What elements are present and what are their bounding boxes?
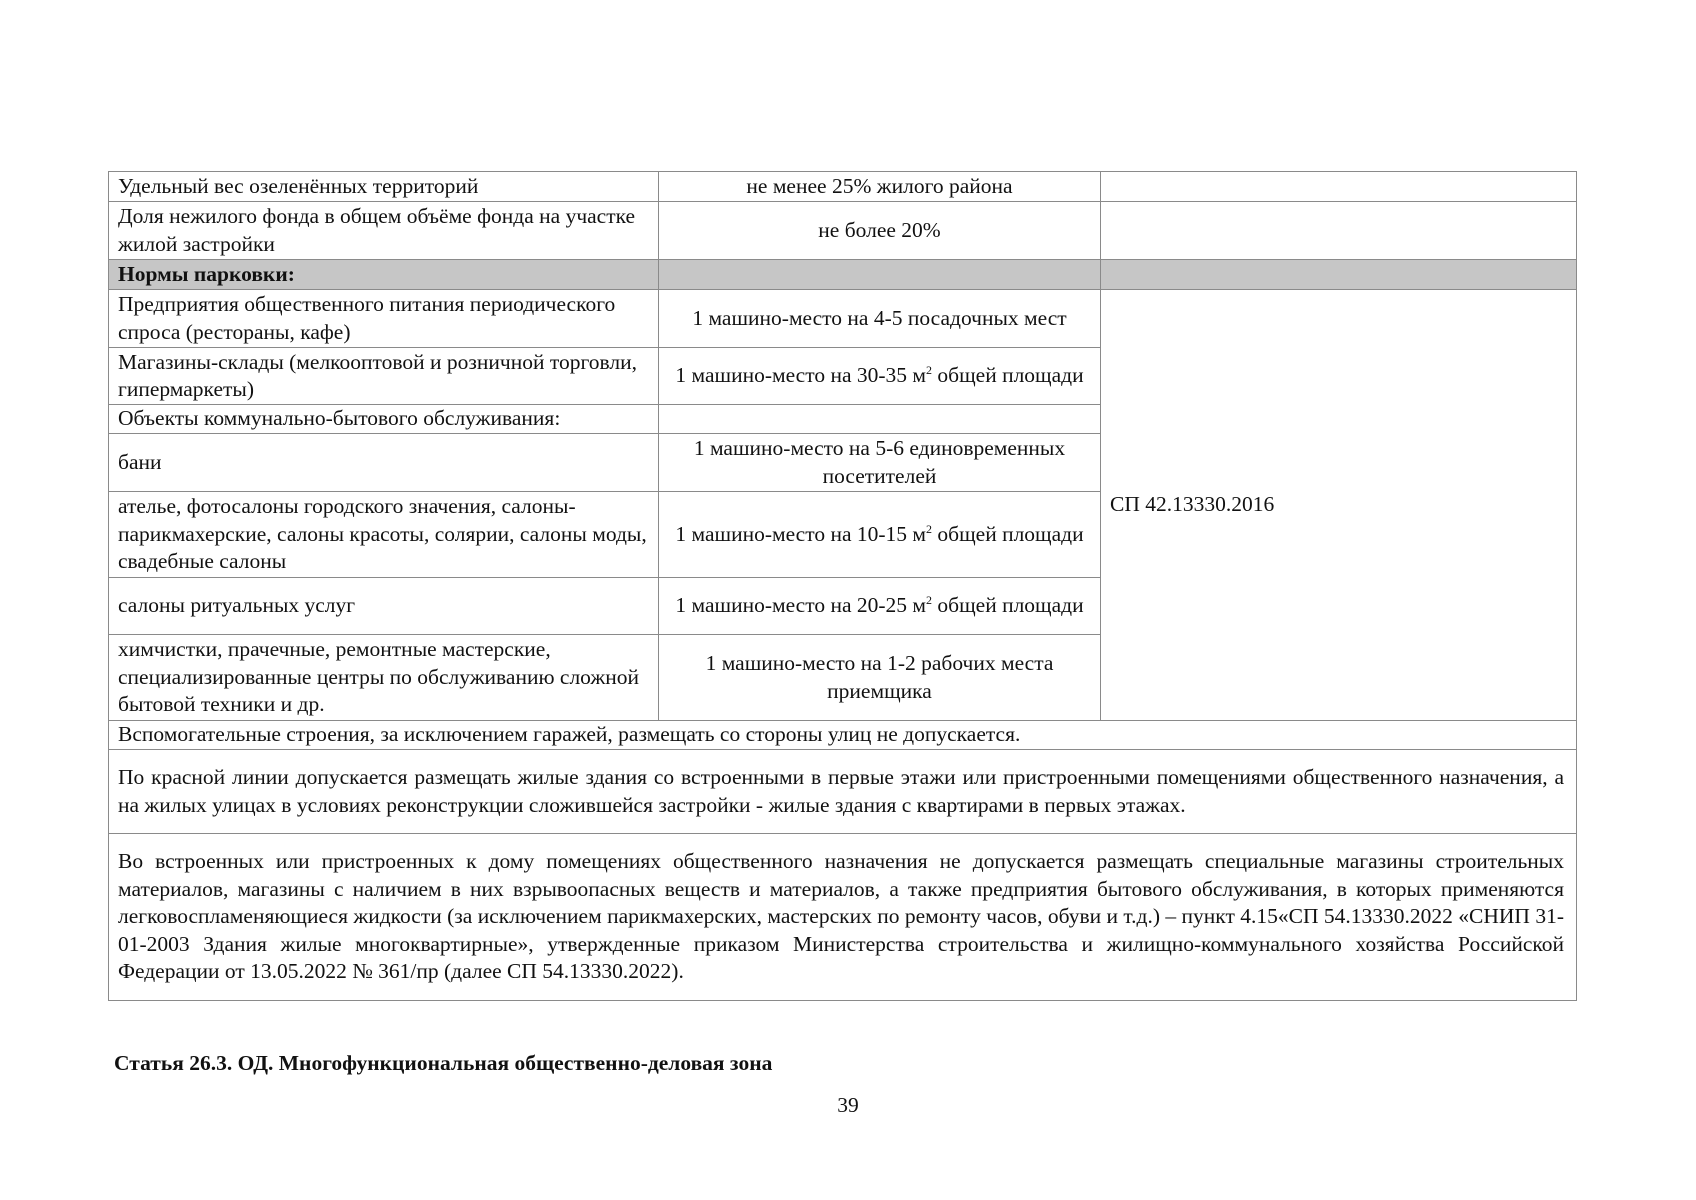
value-text: общей площади <box>932 521 1084 546</box>
section-header-row <box>109 260 1577 290</box>
value-text: 1 машино-место на 30-35 м <box>675 363 927 388</box>
row-label: Объекты коммунально-бытового обслуживания: <box>109 405 659 434</box>
table-row <box>109 721 1577 750</box>
value-text: 1 машино-место на 20-25 м <box>675 593 927 618</box>
table-row <box>109 290 1577 348</box>
row-value: не менее 25% жилого района <box>659 172 1101 202</box>
table-row <box>109 834 1577 1001</box>
value-text: общей площади <box>932 593 1084 618</box>
value-text: 1 машино-место на 10-15 м <box>675 521 927 546</box>
superscript-unit: 2 <box>926 363 933 378</box>
norms-table <box>108 171 1577 1001</box>
note-aux-buildings: Вспомогательные строения, за исключением гаражей, размещать со стороны улиц не допускается. <box>109 721 1577 750</box>
row-value: 1 машино-место на 1-2 рабочих места приемщика <box>659 635 1101 721</box>
row-label: бани <box>109 434 659 492</box>
note-builtin-premises: Во встроенных или пристроенных к дому помещениях общественного назначения не допускается размещать специальные магазины строительных материалов, магазины с наличием в них взрывоопасных веществ и материалов, а также предприятия бытового обслуживания, в которых применяются легковоспламеняющиеся жидкости (за исключением парикмахерских, мастерских по ремонту часов, обуви и т.д.) – пункт 4.15«СП 54.13330.2022 «СНИП 31-01-2003 Здания жилые многоквартирные», утвержденные приказом Министерства строительства и жилищно-коммунального хозяйства Российской Федерации от 13.05.2022 № 361/пр (далее СП 54.13330.2022). <box>109 834 1577 1001</box>
row-value <box>659 492 1101 578</box>
row-label: Предприятия общественного питания периодического спроса (рестораны, кафе) <box>109 290 659 348</box>
table-row <box>109 172 1577 202</box>
page-number: 39 <box>837 1093 859 1117</box>
section-empty-cell <box>659 260 1101 290</box>
row-label: Магазины-склады (мелкооптовой и розничной торговли, гипермаркеты) <box>109 348 659 405</box>
parking-norms-reference: СП 42.13330.2016 <box>1101 290 1577 721</box>
superscript-unit: 2 <box>926 593 933 608</box>
section-empty-cell <box>1101 260 1577 290</box>
row-value: не более 20% <box>659 202 1101 260</box>
row-value: 1 машино-место на 4-5 посадочных мест <box>659 290 1101 348</box>
table-row <box>109 202 1577 260</box>
row-label: Доля нежилого фонда в общем объёме фонда на участке жилой застройки <box>109 202 659 260</box>
superscript-unit: 2 <box>926 521 933 536</box>
article-title: Статья 26.3. ОД. Многофункциональная общественно-деловая зона <box>114 1051 773 1075</box>
row-label: ателье, фотосалоны городского значения, салоны-парикмахерские, салоны красоты, солярии, салоны моды, свадебные салоны <box>109 492 659 578</box>
row-label: салоны ритуальных услуг <box>109 578 659 635</box>
value-text: общей площади <box>932 363 1084 388</box>
row-value: 1 машино-место на 5-6 единовременных посетителей <box>659 434 1101 492</box>
table-row <box>109 750 1577 834</box>
row-label: Удельный вес озеленённых территорий <box>109 172 659 202</box>
row-value <box>659 348 1101 405</box>
section-title: Нормы парковки: <box>109 260 659 290</box>
row-ref <box>1101 172 1577 202</box>
row-label: химчистки, прачечные, ремонтные мастерские, специализированные центры по обслуживанию сложной бытовой техники и др. <box>109 635 659 721</box>
row-ref <box>1101 202 1577 260</box>
row-value <box>659 578 1101 635</box>
note-red-line: По красной линии допускается размещать жилые здания со встроенными в первые этажи или пристроенными помещениями общественного назначения, а на жилых улицах в условиях реконструкции сложившейся застройки - жилые здания с квартирами в первых этажах. <box>109 750 1577 834</box>
row-value <box>659 405 1101 434</box>
